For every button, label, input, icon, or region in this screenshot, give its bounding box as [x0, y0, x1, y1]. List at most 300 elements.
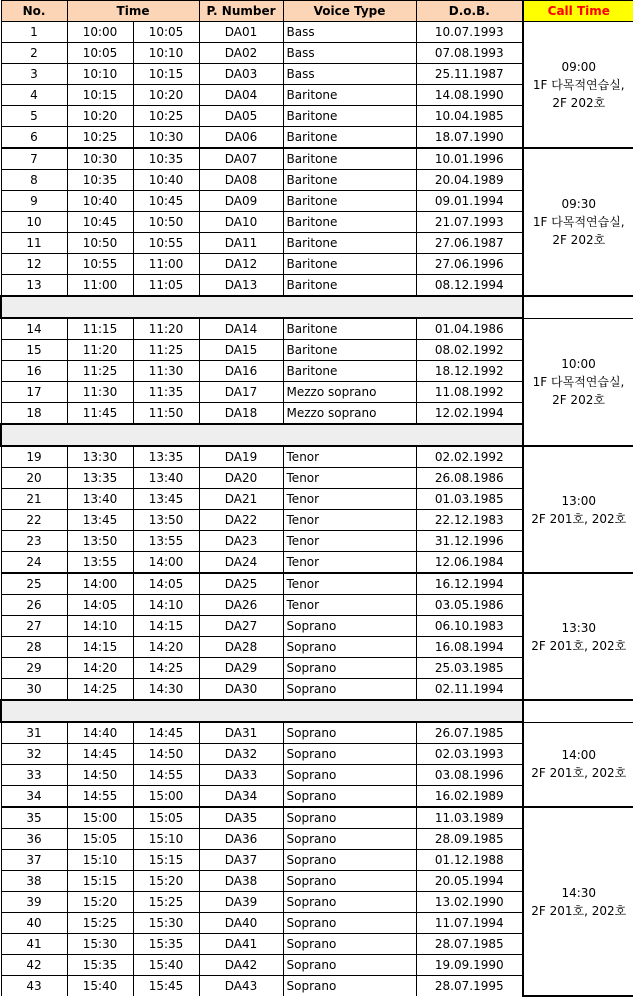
cell-pnumber: DA11	[199, 233, 283, 254]
cell-dob: 31.12.1996	[416, 531, 523, 552]
call-room-line1: 2F 201호, 202호	[531, 638, 627, 653]
cell-end-time: 14:10	[133, 595, 199, 616]
cell-end-time: 13:55	[133, 531, 199, 552]
cell-start-time: 15:15	[67, 871, 133, 892]
cell-pnumber: DA05	[199, 106, 283, 127]
break-cell	[1, 700, 523, 722]
cell-voice-type: Soprano	[283, 850, 416, 871]
cell-pnumber: DA14	[199, 318, 283, 340]
cell-voice-type: Baritone	[283, 148, 416, 170]
cell-start-time: 14:20	[67, 658, 133, 679]
cell-dob: 12.06.1984	[416, 552, 523, 574]
table-row	[1, 807, 633, 829]
cell-start-time: 10:45	[67, 212, 133, 233]
cell-end-time: 10:10	[133, 43, 199, 64]
cell-start-time: 10:35	[67, 170, 133, 191]
cell-end-time: 15:30	[133, 913, 199, 934]
cell-voice-type: Tenor	[283, 489, 416, 510]
cell-end-time: 15:20	[133, 871, 199, 892]
header-no: No.	[1, 1, 67, 22]
cell-end-time: 11:35	[133, 382, 199, 403]
cell-voice-type: Soprano	[283, 829, 416, 850]
cell-no: 36	[1, 829, 67, 850]
cell-end-time: 15:00	[133, 786, 199, 808]
cell-no: 38	[1, 871, 67, 892]
cell-dob: 26.08.1986	[416, 468, 523, 489]
cell-voice-type: Soprano	[283, 637, 416, 658]
cell-pnumber: DA30	[199, 679, 283, 701]
cell-no: 15	[1, 340, 67, 361]
cell-dob: 06.10.1983	[416, 616, 523, 637]
cell-no: 32	[1, 744, 67, 765]
cell-voice-type: Baritone	[283, 318, 416, 340]
cell-start-time: 15:25	[67, 913, 133, 934]
cell-dob: 27.06.1996	[416, 254, 523, 275]
header-time: Time	[67, 1, 199, 22]
call-time-cell	[523, 446, 633, 573]
call-time-cell	[523, 148, 633, 296]
cell-end-time: 10:35	[133, 148, 199, 170]
cell-no: 18	[1, 403, 67, 425]
cell-start-time: 13:35	[67, 468, 133, 489]
table-row	[1, 722, 633, 744]
cell-start-time: 11:45	[67, 403, 133, 425]
call-time-cell	[523, 318, 633, 446]
cell-start-time: 10:40	[67, 191, 133, 212]
cell-pnumber: DA06	[199, 127, 283, 149]
cell-start-time: 11:00	[67, 275, 133, 297]
cell-end-time: 10:20	[133, 85, 199, 106]
cell-no: 39	[1, 892, 67, 913]
cell-end-time: 15:40	[133, 955, 199, 976]
cell-voice-type: Soprano	[283, 786, 416, 808]
call-room-line1: 1F 다목적연습실,	[532, 77, 625, 92]
cell-start-time: 10:20	[67, 106, 133, 127]
break-row	[1, 700, 633, 722]
cell-pnumber: DA13	[199, 275, 283, 297]
cell-pnumber: DA28	[199, 637, 283, 658]
call-room-line1: 2F 201호, 202호	[531, 511, 627, 526]
cell-voice-type: Soprano	[283, 913, 416, 934]
cell-dob: 01.04.1986	[416, 318, 523, 340]
cell-end-time: 10:40	[133, 170, 199, 191]
cell-no: 20	[1, 468, 67, 489]
cell-dob: 18.12.1992	[416, 361, 523, 382]
cell-pnumber: DA42	[199, 955, 283, 976]
cell-no: 7	[1, 148, 67, 170]
cell-end-time: 14:15	[133, 616, 199, 637]
cell-dob: 02.03.1993	[416, 744, 523, 765]
cell-end-time: 14:05	[133, 573, 199, 595]
cell-dob: 11.03.1989	[416, 807, 523, 829]
cell-dob: 09.01.1994	[416, 191, 523, 212]
cell-voice-type: Soprano	[283, 658, 416, 679]
cell-voice-type: Soprano	[283, 807, 416, 829]
cell-start-time: 10:30	[67, 148, 133, 170]
call-time-cell	[523, 722, 633, 807]
cell-no: 8	[1, 170, 67, 191]
cell-start-time: 14:00	[67, 573, 133, 595]
cell-no: 3	[1, 64, 67, 85]
cell-dob: 19.09.1990	[416, 955, 523, 976]
cell-dob: 16.02.1989	[416, 786, 523, 808]
cell-dob: 20.04.1989	[416, 170, 523, 191]
cell-pnumber: DA16	[199, 361, 283, 382]
table-row	[1, 446, 633, 468]
cell-voice-type: Tenor	[283, 573, 416, 595]
cell-end-time: 11:30	[133, 361, 199, 382]
cell-dob: 03.08.1996	[416, 765, 523, 786]
cell-start-time: 11:20	[67, 340, 133, 361]
cell-start-time: 14:50	[67, 765, 133, 786]
cell-no: 34	[1, 786, 67, 808]
header-call-time: Call Time	[523, 1, 633, 22]
cell-start-time: 10:25	[67, 127, 133, 149]
cell-pnumber: DA07	[199, 148, 283, 170]
cell-no: 29	[1, 658, 67, 679]
cell-no: 40	[1, 913, 67, 934]
cell-no: 17	[1, 382, 67, 403]
call-room-line1: 2F 201호, 202호	[531, 766, 627, 781]
cell-dob: 25.11.1987	[416, 64, 523, 85]
cell-voice-type: Bass	[283, 64, 416, 85]
cell-no: 41	[1, 934, 67, 955]
cell-end-time: 11:20	[133, 318, 199, 340]
call-time-cell	[523, 807, 633, 996]
call-time-value: 09:30	[561, 197, 597, 211]
cell-voice-type: Baritone	[283, 212, 416, 233]
cell-pnumber: DA25	[199, 573, 283, 595]
cell-no: 37	[1, 850, 67, 871]
cell-no: 9	[1, 191, 67, 212]
cell-no: 19	[1, 446, 67, 468]
cell-pnumber: DA29	[199, 658, 283, 679]
cell-end-time: 15:35	[133, 934, 199, 955]
cell-voice-type: Tenor	[283, 468, 416, 489]
cell-dob: 01.12.1988	[416, 850, 523, 871]
cell-dob: 10.04.1985	[416, 106, 523, 127]
cell-dob: 10.07.1993	[416, 22, 523, 43]
cell-no: 27	[1, 616, 67, 637]
cell-start-time: 11:15	[67, 318, 133, 340]
cell-start-time: 13:50	[67, 531, 133, 552]
cell-dob: 02.11.1994	[416, 679, 523, 701]
cell-pnumber: DA04	[199, 85, 283, 106]
cell-end-time: 10:45	[133, 191, 199, 212]
cell-pnumber: DA32	[199, 744, 283, 765]
cell-pnumber: DA08	[199, 170, 283, 191]
call-time-value: 09:00	[561, 59, 597, 74]
cell-end-time: 13:50	[133, 510, 199, 531]
cell-no: 23	[1, 531, 67, 552]
cell-pnumber: DA20	[199, 468, 283, 489]
cell-start-time: 10:05	[67, 43, 133, 64]
cell-end-time: 14:45	[133, 722, 199, 744]
cell-no: 24	[1, 552, 67, 574]
cell-start-time: 10:15	[67, 85, 133, 106]
cell-voice-type: Soprano	[283, 976, 416, 997]
cell-start-time: 14:40	[67, 722, 133, 744]
cell-start-time: 13:40	[67, 489, 133, 510]
cell-end-time: 14:00	[133, 552, 199, 574]
cell-start-time: 14:05	[67, 595, 133, 616]
cell-voice-type: Soprano	[283, 722, 416, 744]
cell-no: 31	[1, 722, 67, 744]
cell-pnumber: DA37	[199, 850, 283, 871]
cell-no: 14	[1, 318, 67, 340]
cell-voice-type: Mezzo soprano	[283, 403, 416, 425]
cell-voice-type: Soprano	[283, 679, 416, 701]
cell-dob: 12.02.1994	[416, 403, 523, 425]
cell-start-time: 14:55	[67, 786, 133, 808]
cell-pnumber: DA02	[199, 43, 283, 64]
cell-no: 25	[1, 573, 67, 595]
cell-no: 6	[1, 127, 67, 149]
cell-voice-type: Baritone	[283, 233, 416, 254]
cell-end-time: 10:15	[133, 64, 199, 85]
cell-pnumber: DA19	[199, 446, 283, 468]
table-row	[1, 573, 633, 595]
cell-voice-type: Soprano	[283, 744, 416, 765]
cell-pnumber: DA34	[199, 786, 283, 808]
cell-end-time: 15:05	[133, 807, 199, 829]
cell-start-time: 10:00	[67, 22, 133, 43]
cell-no: 30	[1, 679, 67, 701]
cell-end-time: 15:45	[133, 976, 199, 997]
cell-end-time: 11:05	[133, 275, 199, 297]
break-cell	[1, 424, 523, 446]
header-pnumber: P. Number	[199, 1, 283, 22]
cell-voice-type: Soprano	[283, 892, 416, 913]
cell-pnumber: DA35	[199, 807, 283, 829]
cell-voice-type: Baritone	[283, 106, 416, 127]
cell-end-time: 11:00	[133, 254, 199, 275]
cell-voice-type: Soprano	[283, 616, 416, 637]
cell-no: 22	[1, 510, 67, 531]
cell-start-time: 15:30	[67, 934, 133, 955]
cell-start-time: 10:10	[67, 64, 133, 85]
cell-dob: 11.08.1992	[416, 382, 523, 403]
cell-dob: 01.03.1985	[416, 489, 523, 510]
cell-dob: 18.07.1990	[416, 127, 523, 149]
call-time-value: 14:30	[561, 885, 597, 900]
cell-pnumber: DA41	[199, 934, 283, 955]
cell-no: 26	[1, 595, 67, 616]
cell-pnumber: DA39	[199, 892, 283, 913]
cell-voice-type: Tenor	[283, 510, 416, 531]
cell-start-time: 10:50	[67, 233, 133, 254]
cell-voice-type: Baritone	[283, 127, 416, 149]
cell-pnumber: DA36	[199, 829, 283, 850]
cell-no: 12	[1, 254, 67, 275]
cell-end-time: 15:10	[133, 829, 199, 850]
cell-start-time: 15:40	[67, 976, 133, 997]
cell-pnumber: DA43	[199, 976, 283, 997]
cell-start-time: 11:25	[67, 361, 133, 382]
cell-end-time: 15:25	[133, 892, 199, 913]
cell-end-time: 13:45	[133, 489, 199, 510]
cell-dob: 28.07.1995	[416, 976, 523, 997]
cell-no: 16	[1, 361, 67, 382]
break-cell	[1, 296, 523, 318]
cell-dob: 26.07.1985	[416, 722, 523, 744]
call-time-value: 13:00	[561, 493, 597, 508]
cell-voice-type: Baritone	[283, 85, 416, 106]
cell-pnumber: DA17	[199, 382, 283, 403]
cell-dob: 16.08.1994	[416, 637, 523, 658]
cell-start-time: 15:20	[67, 892, 133, 913]
cell-start-time: 15:10	[67, 850, 133, 871]
cell-no: 43	[1, 976, 67, 997]
cell-pnumber: DA15	[199, 340, 283, 361]
cell-start-time: 13:30	[67, 446, 133, 468]
cell-end-time: 14:20	[133, 637, 199, 658]
cell-no: 35	[1, 807, 67, 829]
cell-dob: 28.09.1985	[416, 829, 523, 850]
cell-end-time: 13:35	[133, 446, 199, 468]
cell-dob: 20.05.1994	[416, 871, 523, 892]
cell-pnumber: DA03	[199, 64, 283, 85]
cell-pnumber: DA27	[199, 616, 283, 637]
header-dob: D.o.B.	[416, 1, 523, 22]
cell-pnumber: DA24	[199, 552, 283, 574]
cell-voice-type: Baritone	[283, 191, 416, 212]
cell-end-time: 14:50	[133, 744, 199, 765]
cell-start-time: 15:05	[67, 829, 133, 850]
table-row	[1, 22, 633, 43]
cell-pnumber: DA22	[199, 510, 283, 531]
cell-start-time: 14:45	[67, 744, 133, 765]
cell-voice-type: Mezzo soprano	[283, 382, 416, 403]
cell-dob: 02.02.1992	[416, 446, 523, 468]
cell-voice-type: Baritone	[283, 254, 416, 275]
cell-pnumber: DA33	[199, 765, 283, 786]
cell-end-time: 15:15	[133, 850, 199, 871]
cell-dob: 21.07.1993	[416, 212, 523, 233]
call-time-value: 10:00	[561, 356, 596, 371]
table-row	[1, 148, 633, 170]
header-voice-type: Voice Type	[283, 1, 416, 22]
cell-dob: 25.03.1985	[416, 658, 523, 679]
cell-voice-type: Baritone	[283, 361, 416, 382]
cell-pnumber: DA09	[199, 191, 283, 212]
cell-voice-type: Tenor	[283, 446, 416, 468]
cell-dob: 22.12.1983	[416, 510, 523, 531]
cell-voice-type: Tenor	[283, 531, 416, 552]
cell-voice-type: Baritone	[283, 170, 416, 191]
cell-dob: 11.07.1994	[416, 913, 523, 934]
cell-start-time: 13:45	[67, 510, 133, 531]
cell-voice-type: Baritone	[283, 340, 416, 361]
cell-start-time: 14:10	[67, 616, 133, 637]
cell-end-time: 10:25	[133, 106, 199, 127]
cell-dob: 08.12.1994	[416, 275, 523, 297]
cell-dob: 16.12.1994	[416, 573, 523, 595]
cell-start-time: 15:00	[67, 807, 133, 829]
call-time-cell	[523, 573, 633, 700]
cell-end-time: 10:30	[133, 127, 199, 149]
call-room-line2: 2F 202호	[552, 392, 605, 407]
cell-pnumber: DA26	[199, 595, 283, 616]
cell-start-time: 14:25	[67, 679, 133, 701]
cell-end-time: 13:40	[133, 468, 199, 489]
cell-voice-type: Soprano	[283, 871, 416, 892]
call-room-line1: 1F 다목적연습실,	[532, 374, 625, 389]
cell-no: 1	[1, 22, 67, 43]
cell-pnumber: DA21	[199, 489, 283, 510]
cell-voice-type: Soprano	[283, 934, 416, 955]
call-time-value: 13:30	[561, 620, 597, 635]
cell-voice-type: Soprano	[283, 765, 416, 786]
header-row	[1, 1, 633, 22]
cell-pnumber: DA12	[199, 254, 283, 275]
cell-dob: 08.02.1992	[416, 340, 523, 361]
cell-no: 13	[1, 275, 67, 297]
cell-end-time: 14:25	[133, 658, 199, 679]
cell-no: 5	[1, 106, 67, 127]
cell-voice-type: Baritone	[283, 275, 416, 297]
call-room-line1: 1F 다목적연습실,	[532, 215, 625, 229]
cell-pnumber: DA40	[199, 913, 283, 934]
cell-end-time: 10:50	[133, 212, 199, 233]
cell-end-time: 14:30	[133, 679, 199, 701]
call-time-value: 14:00	[561, 748, 597, 763]
cell-dob: 13.02.1990	[416, 892, 523, 913]
cell-dob: 27.06.1987	[416, 233, 523, 254]
cell-no: 28	[1, 637, 67, 658]
cell-pnumber: DA10	[199, 212, 283, 233]
cell-start-time: 10:55	[67, 254, 133, 275]
cell-start-time: 11:30	[67, 382, 133, 403]
cell-start-time: 15:35	[67, 955, 133, 976]
break-call-cell	[523, 296, 633, 318]
cell-voice-type: Soprano	[283, 955, 416, 976]
cell-end-time: 11:50	[133, 403, 199, 425]
cell-no: 33	[1, 765, 67, 786]
break-call-cell	[523, 700, 633, 722]
cell-end-time: 11:25	[133, 340, 199, 361]
cell-no: 2	[1, 43, 67, 64]
cell-end-time: 10:05	[133, 22, 199, 43]
cell-dob: 28.07.1985	[416, 934, 523, 955]
cell-pnumber: DA01	[199, 22, 283, 43]
cell-no: 10	[1, 212, 67, 233]
call-time-cell	[523, 22, 633, 149]
call-room-line2: 2F 202호	[552, 95, 606, 110]
cell-pnumber: DA38	[199, 871, 283, 892]
call-room-line2: 2F 202호	[552, 233, 606, 247]
cell-dob: 10.01.1996	[416, 148, 523, 170]
cell-start-time: 13:55	[67, 552, 133, 574]
cell-end-time: 10:55	[133, 233, 199, 254]
cell-dob: 03.05.1986	[416, 595, 523, 616]
cell-no: 42	[1, 955, 67, 976]
cell-voice-type: Tenor	[283, 552, 416, 574]
cell-no: 21	[1, 489, 67, 510]
schedule-body	[1, 22, 633, 997]
call-room-line1: 2F 201호, 202호	[531, 903, 627, 918]
cell-dob: 07.08.1993	[416, 43, 523, 64]
cell-dob: 14.08.1990	[416, 85, 523, 106]
cell-no: 4	[1, 85, 67, 106]
cell-pnumber: DA23	[199, 531, 283, 552]
table-row	[1, 318, 633, 340]
cell-voice-type: Tenor	[283, 595, 416, 616]
cell-end-time: 14:55	[133, 765, 199, 786]
cell-pnumber: DA31	[199, 722, 283, 744]
break-row	[1, 296, 633, 318]
cell-start-time: 14:15	[67, 637, 133, 658]
